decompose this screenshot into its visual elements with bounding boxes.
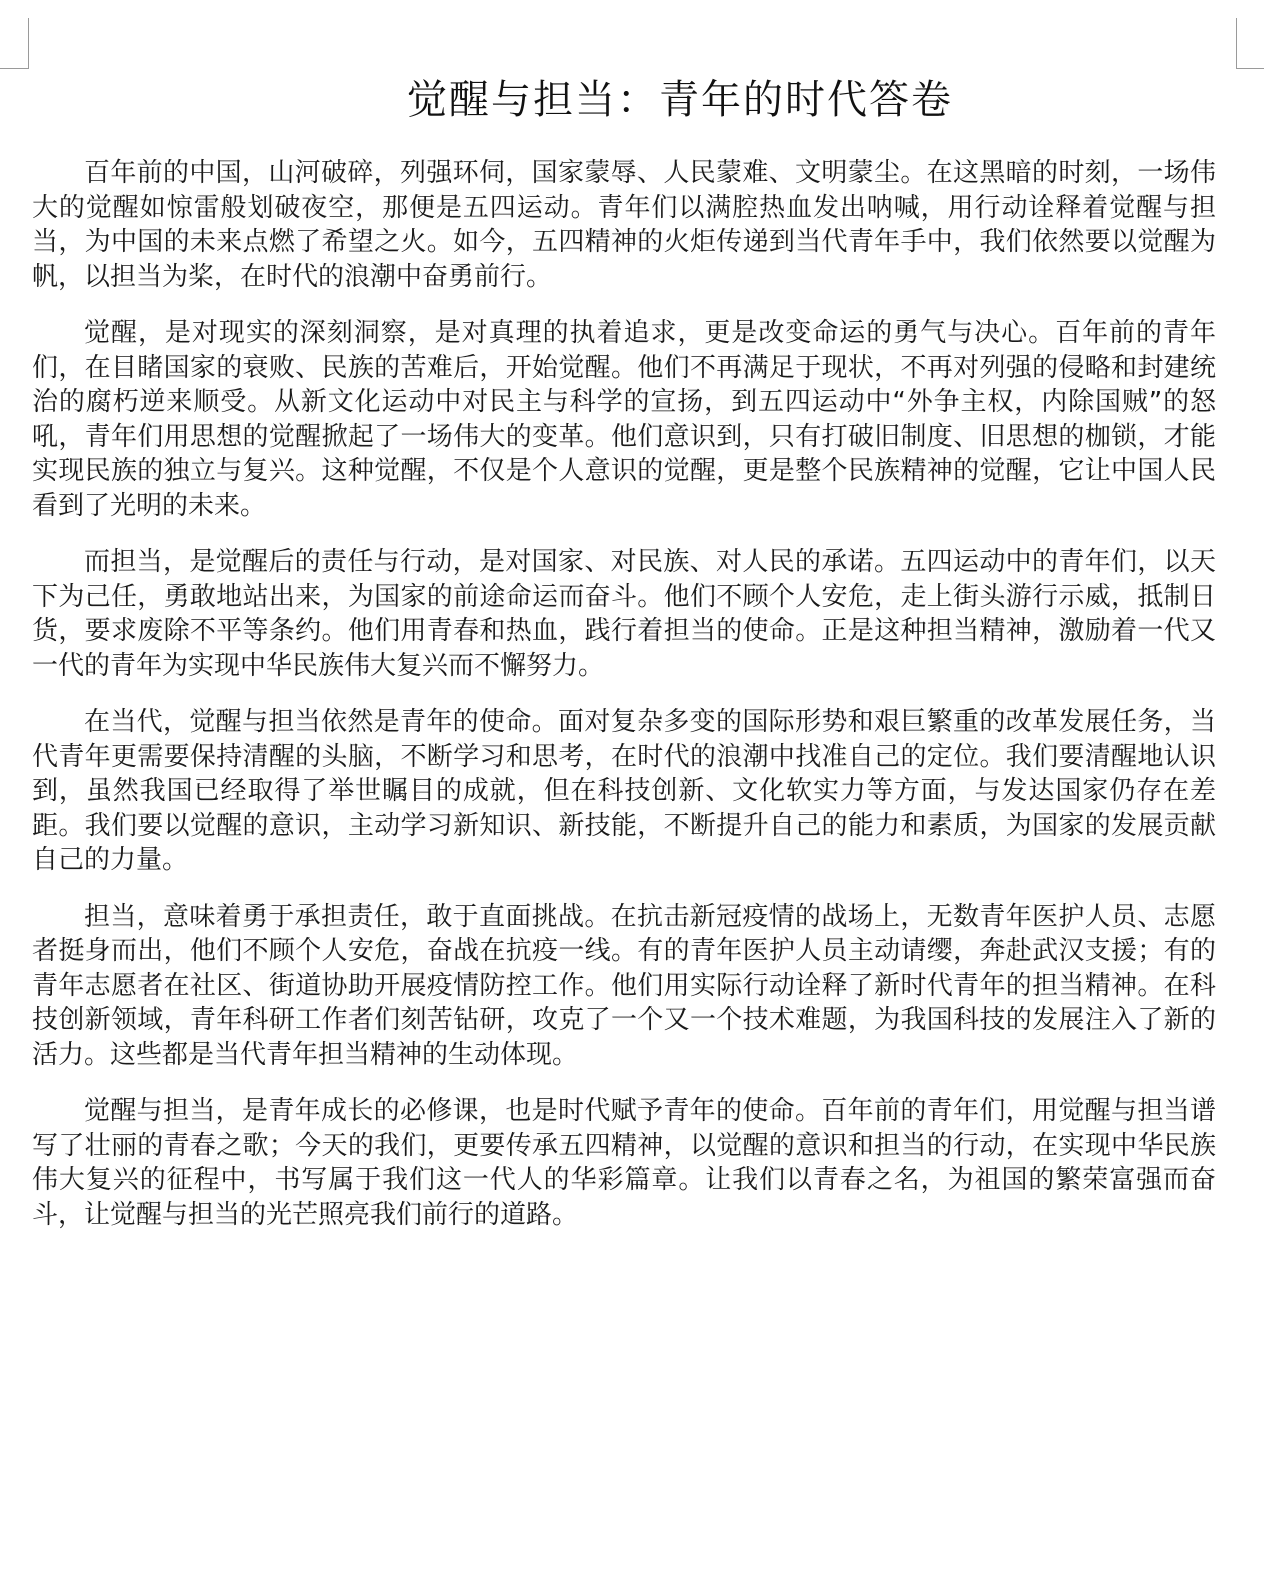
margin-corner-mark-left [0, 18, 29, 69]
paragraph-4: 在当代，觉醒与担当依然是青年的使命。面对复杂多变的国际形势和艰巨繁重的改革发展任务，当代青年更需要保持清醒的头脑，不断学习和思考，在时代的浪潮中找准自己的定位。我们要清醒地认识到，虽然我国已经取得了举世瞩目的成就，但在科技创新、文化软实力等方面，与发达国家仍存在差距。我们要以觉醒的意识，主动学习新知识、新技能，不断提升自己的能力和素质，为国家的发展贡献自己的力量。 [32, 707, 1216, 875]
paragraph-2: 觉醒，是对现实的深刻洞察，是对真理的执着追求，更是改变命运的勇气与决心。百年前的青年们，在目睹国家的衰败、民族的苦难后，开始觉醒。他们不再满足于现状，不再对列强的侵略和封建统治的腐朽逆来顺受。从新文化运动中对民主与科学的宣扬，到五四运动中“外争主权，内除国贼”的怒吼，青年们用思想的觉醒掀起了一场伟大的变革。他们意识到，只有打破旧制度、旧思想的枷锁，才能实现民族的独立与复兴。这种觉醒，不仅是个人意识的觉醒，更是整个民族精神的觉醒，它让中国人民看到了光明的未来。 [32, 318, 1216, 521]
margin-corner-mark-right [1236, 18, 1264, 69]
paragraph-3: 而担当，是觉醒后的责任与行动，是对国家、对民族、对人民的承诺。五四运动中的青年们，以天下为己任，勇敢地站出来，为国家的前途命运而奋斗。他们不顾个人安危，走上街头游行示威，抵制日货，要求废除不平等条约。他们用青春和热血，践行着担当的使命。正是这种担当精神，激励着一代又一代的青年为实现中华民族伟大复兴而不懈努力。 [32, 547, 1216, 681]
document-title: 觉醒与担当：青年的时代答卷 [407, 77, 953, 123]
paragraph-1: 百年前的中国，山河破碎，列强环伺，国家蒙辱、人民蒙难、文明蒙尘。在这黑暗的时刻，一场伟大的觉醒如惊雷般划破夜空，那便是五四运动。青年们以满腔热血发出呐喊，用行动诠释着觉醒与担当，为中国的未来点燃了希望之火。如今，五四精神的火炬传递到当代青年手中，我们依然要以觉醒为帆，以担当为桨，在时代的浪潮中奋勇前行。 [32, 158, 1216, 292]
paragraph-5: 担当，意味着勇于承担责任，敢于直面挑战。在抗击新冠疫情的战场上，无数青年医护人员、志愿者挺身而出，他们不顾个人安危，奋战在抗疫一线。有的青年医护人员主动请缨，奔赴武汉支援；有的青年志愿者在社区、街道协助开展疫情防控工作。他们用实际行动诠释了新时代青年的担当精神。在科技创新领域，青年科研工作者们刻苦钻研，攻克了一个又一个技术难题，为我国科技的发展注入了新的活力。这些都是当代青年担当精神的生动体现。 [32, 901, 1216, 1070]
paragraph-6: 觉醒与担当，是青年成长的必修课，也是时代赋予青年的使命。百年前的青年们，用觉醒与担当谱写了壮丽的青春之歌；今天的我们，更要传承五四精神，以觉醒的意识和担当的行动，在实现中华民族伟大复兴的征程中，书写属于我们这一代人的华彩篇章。让我们以青春之名，为祖国的繁荣富强而奋斗，让觉醒与担当的光芒照亮我们前行的道路。 [32, 1096, 1216, 1230]
document-body [32, 156, 1216, 1254]
